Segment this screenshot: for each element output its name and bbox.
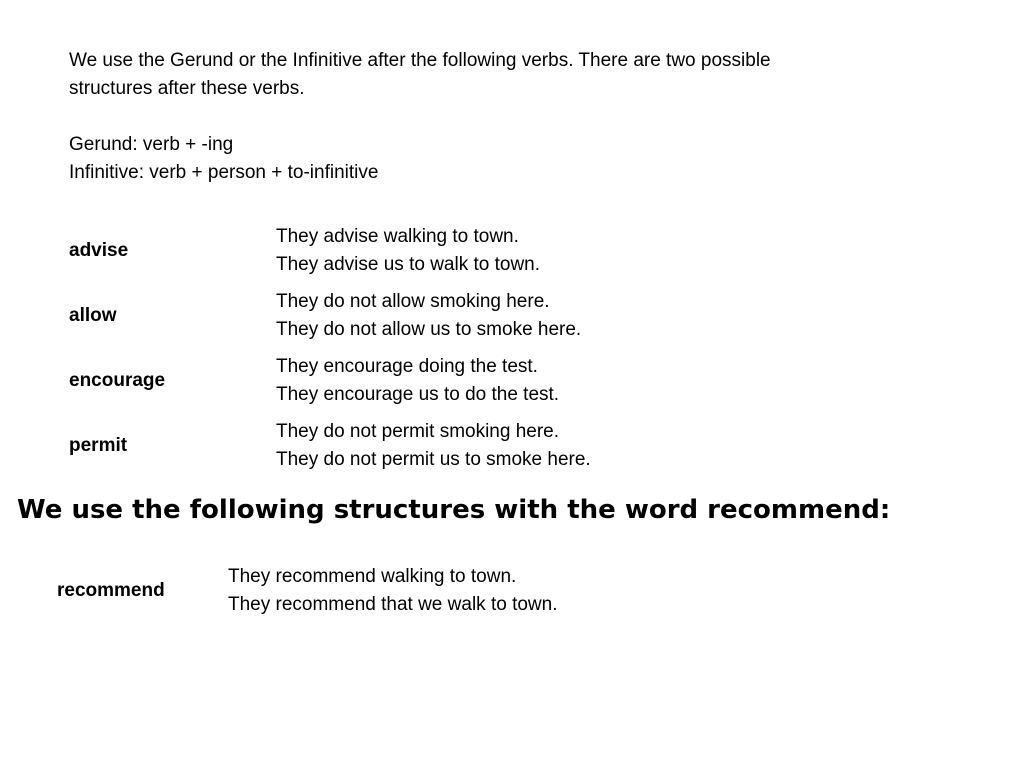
example-that-clause: They recommend that we walk to town. (228, 594, 558, 615)
verb-label: advise (69, 240, 129, 261)
verb-examples (276, 223, 540, 279)
recommend-row (57, 563, 757, 623)
verb-examples (276, 353, 559, 409)
intro-line-1: We use the Gerund or the Infinitive after the following verbs. There are two possible (69, 50, 771, 71)
verb-label: encourage (69, 370, 166, 391)
example-gerund: They recommend walking to town. (228, 566, 517, 587)
example-gerund: They advise walking to town. (276, 226, 519, 247)
verb-row-advise (69, 223, 769, 288)
infinitive-structure: Infinitive: verb + person + to-infinitive (69, 162, 379, 183)
verb-label: permit (69, 435, 128, 456)
verb-row-encourage (69, 353, 769, 418)
example-gerund: They do not permit smoking here. (276, 421, 560, 442)
structure-definitions (69, 131, 378, 187)
verb-examples-table (69, 223, 769, 483)
verb-row-allow (69, 288, 769, 353)
example-infinitive: They encourage us to do the test. (276, 384, 560, 405)
verb-examples (276, 418, 591, 474)
verb-row-permit (69, 418, 769, 483)
verb-label: allow (69, 305, 117, 326)
example-infinitive: They advise us to walk to town. (276, 254, 541, 275)
example-infinitive: They do not permit us to smoke here. (276, 449, 591, 470)
intro-paragraph (69, 47, 889, 103)
intro-line-2: structures after these verbs. (69, 78, 305, 99)
recommend-examples (228, 563, 557, 619)
verb-examples (276, 288, 581, 344)
gerund-structure: Gerund: verb + -ing (69, 134, 234, 155)
verb-label-recommend: recommend (57, 580, 165, 601)
example-gerund: They do not allow smoking here. (276, 291, 550, 312)
recommend-section-heading: We use the following structures with the word recommend: (17, 495, 891, 525)
example-gerund: They encourage doing the test. (276, 356, 538, 377)
example-infinitive: They do not allow us to smoke here. (276, 319, 582, 340)
